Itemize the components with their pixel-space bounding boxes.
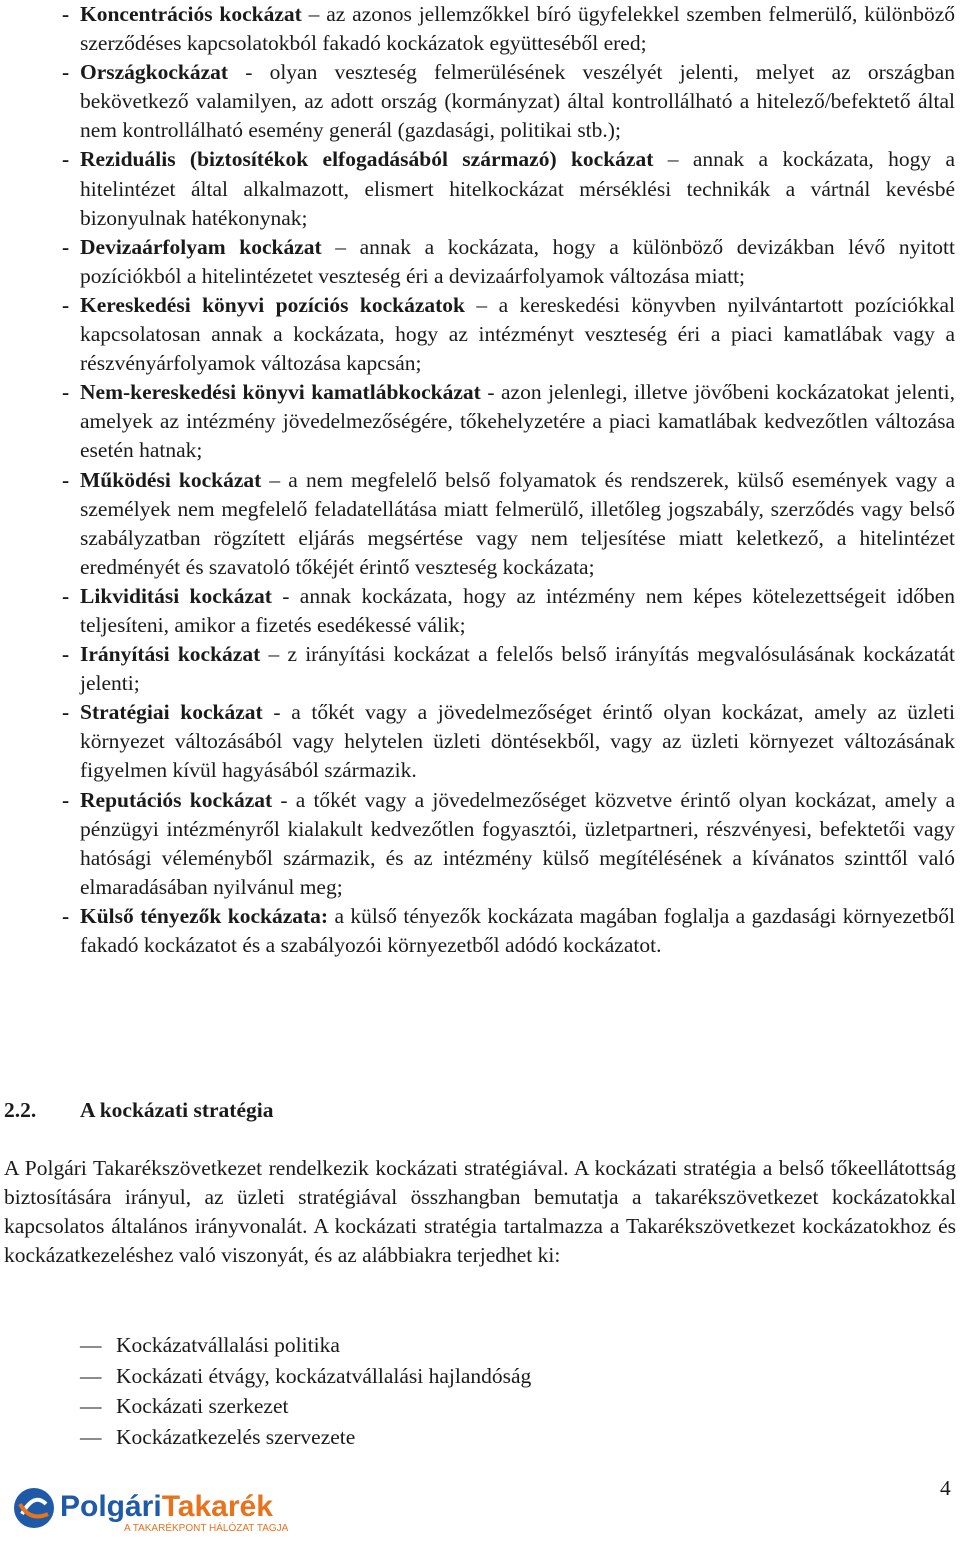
- page-number: 4: [940, 1476, 951, 1500]
- risk-term: Likviditási kockázat: [80, 583, 272, 608]
- risk-item-devizaarfolyam: - Devizaárfolyam kockázat – annak a kockázata, hogy a különböző devizákban lévő nyitott pozíciókból a hitelintézetet veszteség éri a devizaárfolyamok változása miatt;: [62, 234, 955, 288]
- list-item: — Kockázati étvágy, kockázatvállalási hajlandóság: [80, 1363, 532, 1388]
- risk-description: - a tőkét vagy a jövedelmezőséget közvetve érintő olyan kockázat, amely a pénzügyi intézményről kialakult kedvezőtlen fogyasztói, üzletpartneri, részvényesi, befektetői vagy hatósági véleményből származik, és az intézmény külső megítélésének a kívánatos szinttől való elmaradásában nyilvánul meg;: [80, 787, 955, 899]
- list-item-text: Kockázati étvágy, kockázatvállalási hajlandóság: [116, 1363, 532, 1388]
- strategy-bullet-list: [80, 1330, 531, 1453]
- risk-term: Koncentrációs kockázat: [80, 2, 302, 26]
- risk-description: – a kereskedési könyvben nyilvántartott pozíciókkal kapcsolatosan annak a kockázata, hogy az intézményt veszteség éri a piaci kamatlábak vagy a részvényárfolyamok változása kapcsán;: [80, 292, 955, 376]
- polgari-takarek-logo: [10, 1484, 290, 1536]
- risk-item-orszag: - Országkockázat - olyan veszteség felmerülésének veszélyét jelenti, melyet az országban bekövetkező valamilyen, az adott ország (kormányzat) által kontrollálható a hitelező/befektető által nem kontrollálható esemény generál (gazdasági, politikai stb.);: [62, 60, 955, 143]
- risk-term: Nem-kereskedési könyvi kamatlábkockázat: [80, 380, 481, 405]
- list-item-text: Kockázati szerkezet: [116, 1394, 289, 1419]
- risk-item-likviditasi: - Likviditási kockázat - annak kockázata, hogy az intézmény nem képes kötelezettségeit időben teljesíteni, amikor a fizetés esedékessé válik;: [62, 583, 955, 637]
- logo-text-polgari: Polgári: [60, 1490, 162, 1523]
- risk-description: a külső tényezők kockázata magában foglalja a gazdasági környezetből fakadó kockázatot és a szabályozói környezetből adódó kockázatot.: [80, 903, 955, 957]
- risk-item-mukodesi: - Működési kockázat – a nem megfelelő belső folyamatok és rendszerek, külső események vagy a személyek nem megfelelő feladatellátása miatt felmerülő, illetőleg jogszabály, szerződés vagy belső szabályzatban rögzített eljárás megsértése vagy nem teljesítése miatt keletkező, a hitelintézet eredményét és szavatoló tőkéjét érintő veszteség kockázata;: [62, 467, 955, 579]
- risk-description: - azon jelenlegi, illetve jövőbeni kockázatokat jelenti, amelyek az intézmény jövedelmezőségére, tőkehelyzetére a piaci kamatlábak kedvezőtlen változása esetén hatnak;: [80, 380, 955, 463]
- risk-term: Devizaárfolyam kockázat: [80, 234, 322, 259]
- svg-text:PolgáriTakarék: [60, 1490, 273, 1523]
- risk-type-list: [62, 0, 955, 960]
- logo-mark-icon: [14, 1488, 54, 1528]
- section-title: A kockázati stratégia: [80, 1098, 274, 1122]
- risk-item-nem-kereskedesi: - Nem-kereskedési könyvi kamatlábkockázat - azon jelenlegi, illetve jövőbeni kockázatokat jelenti, amelyek az intézmény jövedelmezőségére, tőkehelyzetére a piaci kamatlábak kedvezőtlen változása esetén hatnak;: [62, 380, 955, 463]
- risk-item-koncentracios: - Koncentrációs kockázat – az azonos jellemzőkkel bíró ügyfelekkel szemben felmerülő, különböző szerződéses kapcsolatokból fakadó kockázatok együtteséből ered;: [62, 2, 955, 56]
- risk-term: Reputációs kockázat: [80, 787, 273, 812]
- logo-text-takarek: Takarék: [161, 1490, 273, 1523]
- section-heading: [4, 1098, 273, 1123]
- list-item-text: Kockázatkezelés szervezete: [116, 1425, 356, 1450]
- list-item-text: Kockázatvállalási politika: [116, 1333, 340, 1357]
- risk-item-kereskedesi: - Kereskedési könyvi pozíciós kockázatok – a kereskedési könyvben nyilvántartott pozíciókkal kapcsolatosan annak a kockázata, hogy az intézményt veszteség éri a piaci kamatlábak vagy a részvényárfolyamok változása kapcsán;: [62, 292, 955, 376]
- risk-description: - olyan veszteség felmerülésének veszélyét jelenti, melyet az országban bekövetkező valamilyen, az adott ország (kormányzat) által kontrollálható a hitelező/befektető által nem kontrollálható esemény generál (gazdasági, politikai stb.);: [80, 60, 955, 143]
- risk-term: Külső tényezők kockázata:: [80, 903, 329, 928]
- risk-description: – annak a kockázata, hogy a hitelintézet által alkalmazott, elismert hitelkockázat mérséklési technikák a vártnál kevésbé bizonyulnak hatékonynak;: [80, 147, 956, 230]
- risk-term: Működési kockázat: [80, 467, 262, 492]
- risk-item-iranyitasi: - Irányítási kockázat – z irányítási kockázat a felelős belső irányítás megvalósulásának kockázatát jelenti;: [62, 642, 955, 696]
- risk-item-reputacios: - Reputációs kockázat - a tőkét vagy a jövedelmezőséget közvetve érintő olyan kockázat, amely a pénzügyi intézményről kialakult kedvezőtlen fogyasztói, üzletpartneri, részvényesi, befektetői vagy hatósági véleményből származik, és az intézmény külső megítélésének a kívánatos szinttől való elmaradásában nyilvánul meg;: [62, 787, 955, 899]
- risk-item-kulso: - Külső tényezők kockázata: a külső tényezők kockázata magában foglalja a gazdasági környezetből fakadó kockázatot és a szabályozói környezetből adódó kockázatot.: [62, 903, 955, 957]
- list-item: — Kockázati szerkezet: [80, 1394, 289, 1419]
- risk-item-strategiai: - Stratégiai kockázat - a tőkét vagy a jövedelmezőséget érintő olyan kockázat, amely az üzleti környezet változásából vagy helytelen üzleti döntésekből, vagy az üzleti környezet változásának figyelmen kívül hagyásából származik.: [62, 700, 955, 783]
- risk-description: – z irányítási kockázat a felelős belső irányítás megvalósulásának kockázatát jelenti;: [80, 642, 955, 696]
- strategy-paragraph: A Polgári Takarékszövetkezet rendelkezik kockázati stratégiával. A kockázati stratégia a belső tőkeellátottság biztosítására irányul, az üzleti stratégiával összhangban bemutatja a takarékszövetkezet kockázatokkal kapcsolatos általános irányvonalát. A kockázati stratégia tartalmazza a Takarékszövetkezet kockázatokhoz és kockázatkezeléshez való viszonyát, és az alábbiakra terjedhet ki:: [4, 1156, 956, 1267]
- risk-description: – annak a kockázata, hogy a különböző devizákban lévő nyitott pozíciókból a hitelintézetet veszteség éri a devizaárfolyamok változása miatt;: [80, 234, 955, 288]
- risk-term: Országkockázat: [80, 60, 229, 85]
- risk-term: Stratégiai kockázat: [80, 700, 263, 725]
- list-item: — Kockázatkezelés szervezete: [80, 1425, 356, 1450]
- risk-term: Kereskedési könyvi pozíciós kockázatok: [80, 292, 466, 317]
- risk-term: Irányítási kockázat: [80, 642, 261, 667]
- list-item: — Kockázatvállalási politika: [80, 1333, 340, 1357]
- risk-description: – a nem megfelelő belső folyamatok és rendszerek, külső események vagy a személyek nem megfelelő feladatellátása miatt felmerülő, illetőleg jogszabály, szerződés vagy belső szabályzatban rögzített eljárás megsértése vagy nem teljesítése miatt keletkező, a hitelintézet eredményét és szavatoló tőkéjét érintő veszteség kockázata;: [80, 467, 955, 579]
- risk-description: - a tőkét vagy a jövedelmezőséget érintő olyan kockázat, amely az üzleti környezet változásából vagy helytelen üzleti döntésekből, vagy az üzleti környezet változásának figyelmen kívül hagyásából származik.: [80, 700, 955, 783]
- risk-description: – az azonos jellemzőkkel bíró ügyfelekkel szemben felmerülő, különböző szerződéses kapcsolatokból fakadó kockázatok együtteséből ered;: [80, 2, 955, 56]
- section-number: 2.2.: [4, 1098, 37, 1122]
- risk-item-rezidualis: - Reziduális (biztosítékok elfogadásából származó) kockázat – annak a kockázata, hogy a hitelintézet által alkalmazott, elismert hitelkockázat mérséklési technikák a vártnál kevésbé bizonyulnak hatékonynak;: [62, 147, 956, 230]
- risk-description: - annak kockázata, hogy az intézmény nem képes kötelezettségeit időben teljesíteni, amikor a fizetés esedékessé válik;: [80, 583, 955, 637]
- logo-tagline: A TAKARÉKPONT HÁLÓZAT TAGJA: [124, 1523, 289, 1534]
- risk-term: Reziduális (biztosítékok elfogadásából származó) kockázat: [80, 147, 654, 172]
